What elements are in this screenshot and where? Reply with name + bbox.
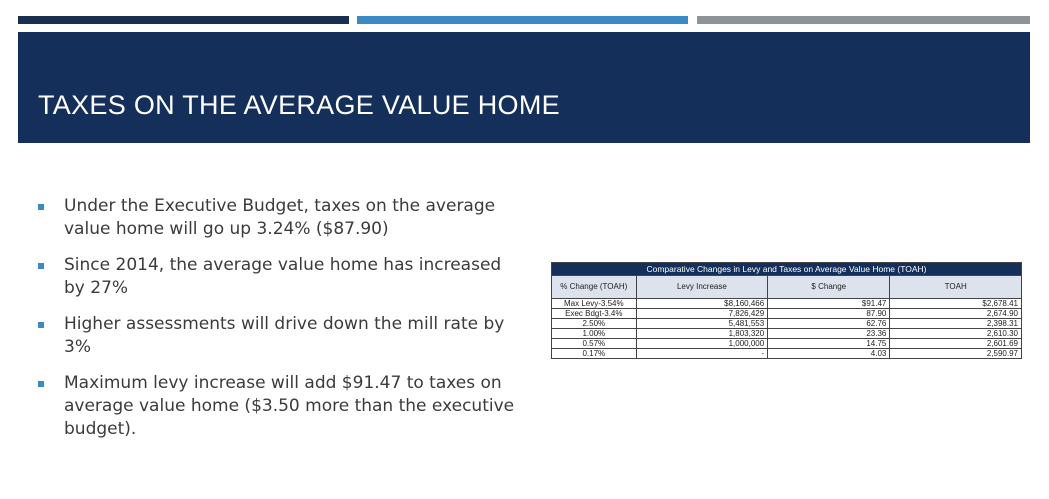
bullet-list: [36, 195, 516, 454]
cell-levy-increase: 7,826,429: [636, 309, 768, 319]
cell-dollar-change: 23.36: [768, 329, 890, 339]
cell-toah: 2,674.90: [890, 309, 1022, 319]
header-dollar-change: $ Change: [768, 276, 890, 299]
cell-pct-change: 2.50%: [552, 319, 637, 329]
accent-bar-dark: [18, 16, 349, 24]
cell-toah: 2,590.97: [890, 349, 1022, 359]
table-row: [552, 349, 1022, 359]
cell-pct-change: 0.57%: [552, 339, 637, 349]
cell-levy-increase: 5,481,553: [636, 319, 768, 329]
bullet-item: [36, 313, 516, 359]
square-bullet-icon: [38, 381, 44, 387]
header-pct-change: % Change (TOAH): [552, 276, 637, 299]
cell-pct-change: 0.17%: [552, 349, 637, 359]
cell-levy-increase: 1,803,320: [636, 329, 768, 339]
bullet-text: Higher assessments will drive down the mill rate by 3%: [64, 314, 505, 357]
table-row: [552, 339, 1022, 349]
header-levy-increase: Levy Increase: [636, 276, 768, 299]
bullet-item: [36, 195, 516, 241]
bullet-text: Maximum levy increase will add $91.47 to taxes on average value home ($3.50 more than the executive budget).: [64, 373, 515, 439]
cell-toah: 2,610.30: [890, 329, 1022, 339]
bullet-text: Under the Executive Budget, taxes on the average value home will go up 3.24% ($87.90): [64, 196, 496, 239]
cell-pct-change: Exec Bdgt-3.4%: [552, 309, 637, 319]
table-row: [552, 319, 1022, 329]
square-bullet-icon: [38, 263, 44, 269]
square-bullet-icon: [38, 204, 44, 210]
cell-levy-increase: -: [636, 349, 768, 359]
accent-bar-gray: [697, 16, 1030, 24]
cell-dollar-change: 14.75: [768, 339, 890, 349]
cell-levy-increase: $8,160,466: [636, 299, 768, 309]
accent-bar-blue: [357, 16, 688, 24]
bullet-item: [36, 254, 516, 300]
cell-dollar-change: 62.76: [768, 319, 890, 329]
slide-title: TAXES ON THE AVERAGE VALUE HOME: [38, 90, 560, 120]
table-header-row: [552, 276, 1022, 299]
header-toah: TOAH: [890, 276, 1022, 299]
table-row: [552, 299, 1022, 309]
bullet-text: Since 2014, the average value home has increased by 27%: [64, 255, 502, 298]
cell-pct-change: 1.00%: [552, 329, 637, 339]
cell-dollar-change: $91.47: [768, 299, 890, 309]
table-row: [552, 309, 1022, 319]
cell-toah: 2,601.69: [890, 339, 1022, 349]
table-row: [552, 329, 1022, 339]
cell-pct-change: Max Levy-3.54%: [552, 299, 637, 309]
levy-comparison-table: [551, 262, 1022, 359]
square-bullet-icon: [38, 322, 44, 328]
cell-dollar-change: 4.03: [768, 349, 890, 359]
cell-dollar-change: 87.90: [768, 309, 890, 319]
table-caption: Comparative Changes in Levy and Taxes on Average Value Home (TOAH): [552, 263, 1022, 276]
cell-toah: 2,398.31: [890, 319, 1022, 329]
table-caption-row: [552, 263, 1022, 276]
cell-levy-increase: 1,000,000: [636, 339, 768, 349]
title-band: [18, 32, 1030, 143]
cell-toah: $2,678.41: [890, 299, 1022, 309]
bullet-item: [36, 372, 516, 441]
